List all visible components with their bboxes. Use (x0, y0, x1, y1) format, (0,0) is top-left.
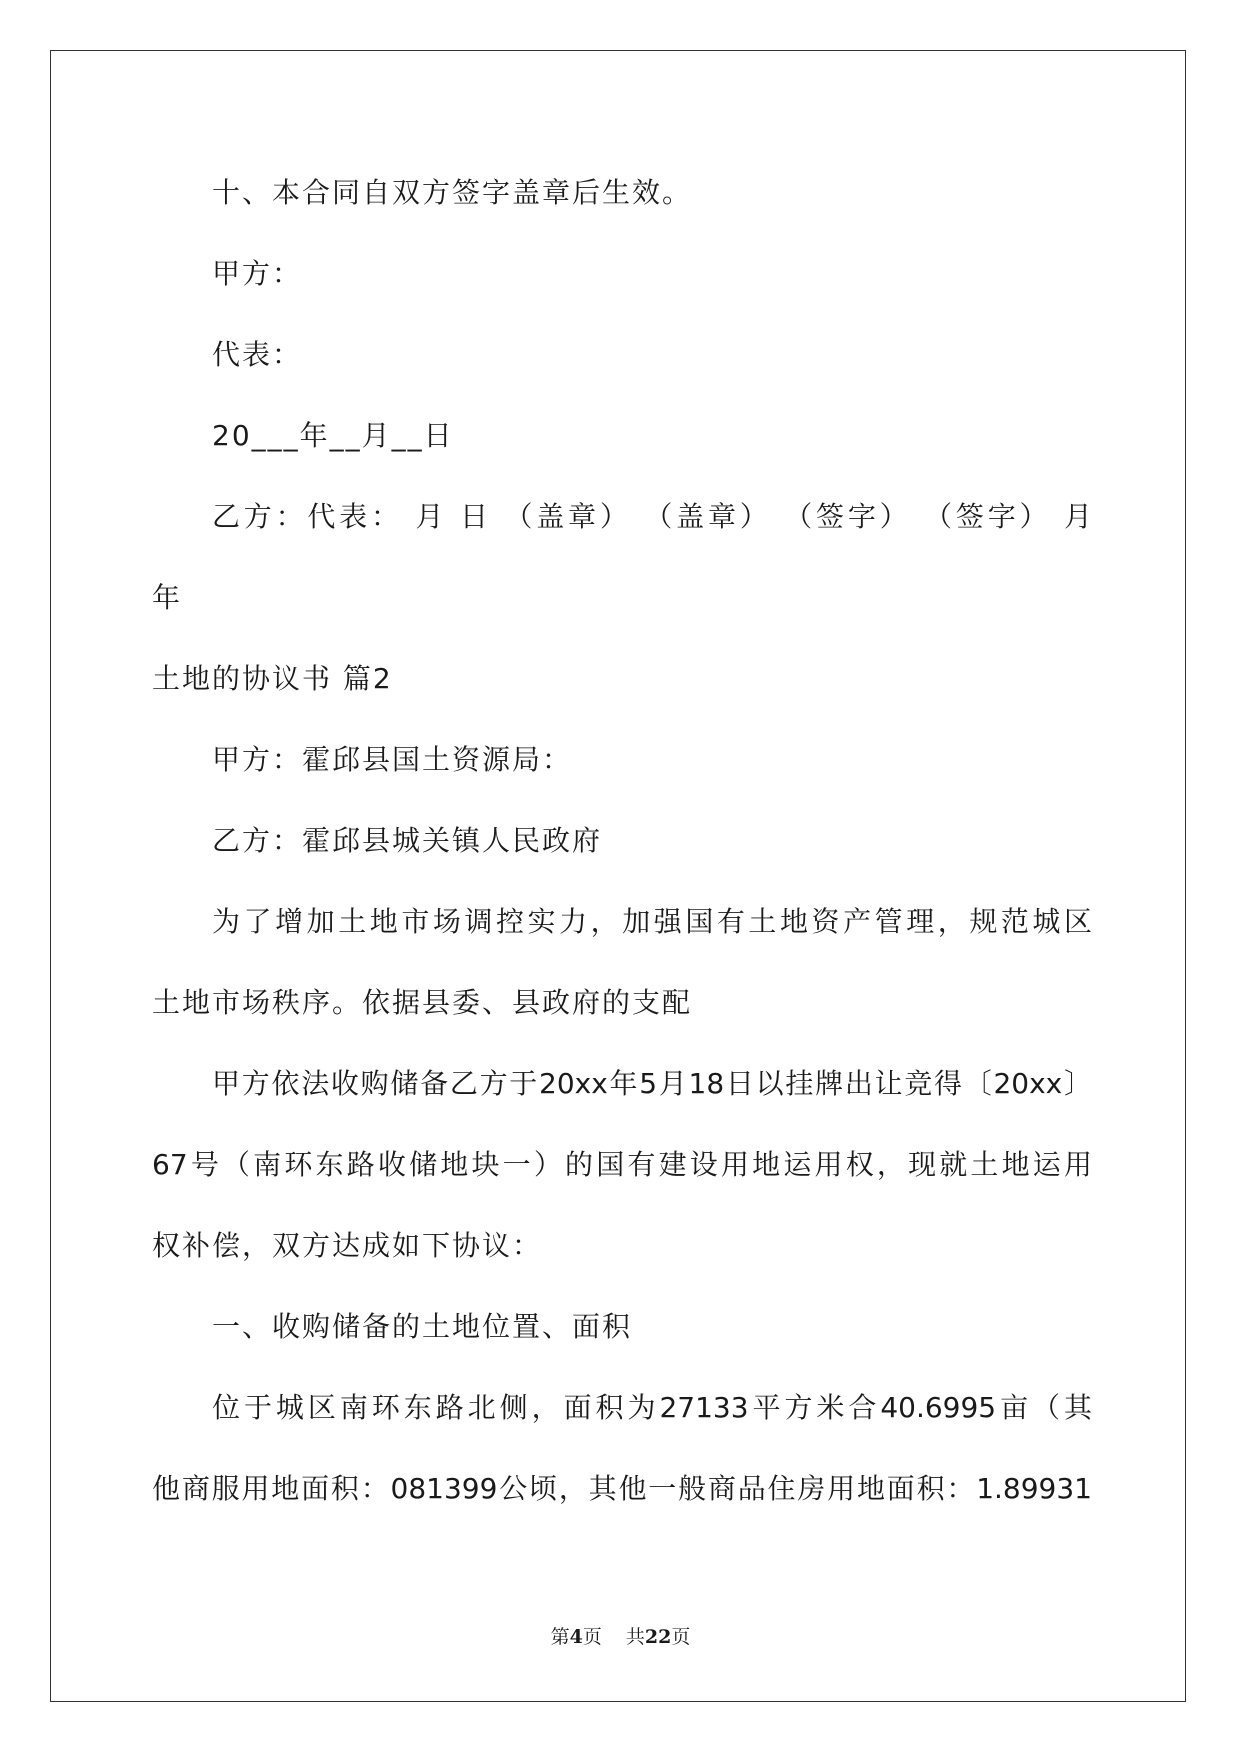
paragraph-location-line-2: 他商服用地面积：081399公顷，其他一般商品住房用地面积：1.89931 (152, 1472, 1092, 1505)
paragraph-purpose-line-1: 为了增加土地市场调控实力，加强国有土地资产管理，规范城区 (212, 905, 1092, 938)
party-b-name: 乙方：霍邱县城关镇人民政府 (212, 824, 603, 857)
representative-label: 代表： (212, 338, 303, 371)
date-line: 20___年__月__日 (212, 419, 454, 452)
page-border (50, 50, 1186, 1702)
paragraph-acquisition-line-3: 权补偿，双方达成如下协议： (152, 1229, 543, 1262)
paragraph-location-line-1: 位于城区南环东路北侧，面积为27133平方米合40.6995亩（其 (212, 1391, 1092, 1424)
footer-total-pages: 22 (644, 1626, 672, 1648)
paragraph-acquisition-line-2: 67号（南环东路收储地块一）的国有建设用地运用权，现就土地运用 (152, 1148, 1092, 1181)
section-title: 土地的协议书 篇2 (152, 662, 393, 695)
party-a-label: 甲方： (212, 257, 303, 290)
paragraph-acquisition-line-1: 甲方依法收购储备乙方于20xx年5月18日以挂牌出让竞得〔20xx〕 (212, 1067, 1092, 1100)
party-a-name: 甲方：霍邱县国土资源局： (212, 743, 573, 776)
footer-page-number: 4 (569, 1626, 583, 1648)
year-line: 年 (152, 581, 183, 614)
page-footer (0, 1625, 1241, 1649)
paragraph-purpose-line-2: 土地市场秩序。依据县委、县政府的支配 (152, 986, 693, 1019)
footer-prefix: 第 (550, 1626, 570, 1648)
footer-total-prefix: 共 (625, 1626, 645, 1648)
footer-page-suffix: 页 (582, 1626, 602, 1648)
clause-ten: 十、本合同自双方签字盖章后生效。 (212, 176, 693, 209)
footer-total-suffix: 页 (671, 1626, 691, 1648)
clause-one-heading: 一、收购储备的土地位置、面积 (212, 1310, 633, 1343)
party-b-signature-line: 乙方：代表： 月 日 （盖章） （盖章） （签字） （签字） 月 (212, 500, 1092, 533)
